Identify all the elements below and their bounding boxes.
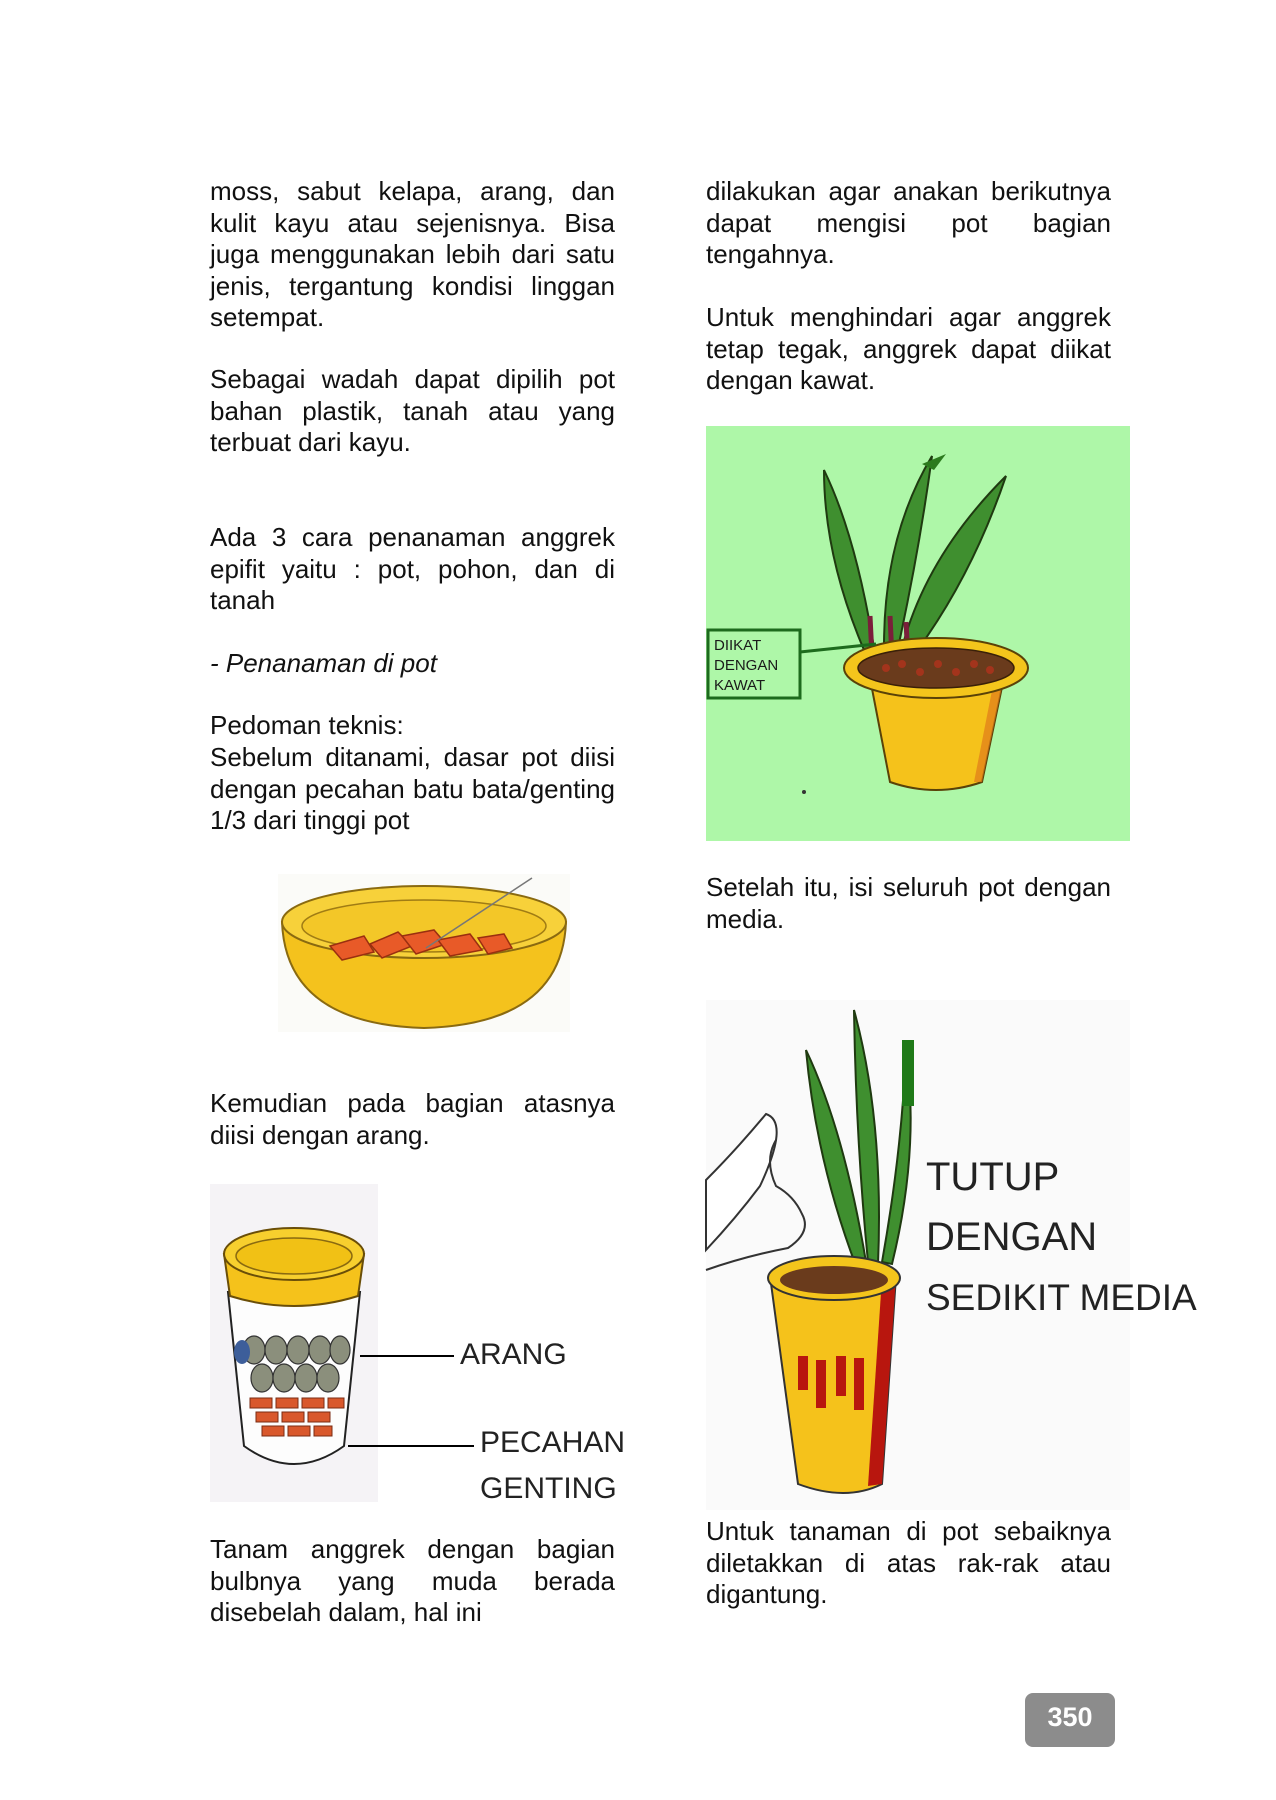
label-pecahan: PECAHAN xyxy=(480,1426,626,1459)
right-paragraph-wire: Untuk menghindari agar anggrek tetap tegak, anggrek dapat diikat dengan kawat. xyxy=(706,302,1111,395)
right-paragraph-fill-media: Setelah itu, isi seluruh pot dengan media. xyxy=(706,872,1111,934)
wire-tied-plant-figure xyxy=(706,426,1130,841)
left-paragraph-container: Sebagai wadah dapat dipilih pot bahan plastik, tanah atau yang terbuat dari kayu. xyxy=(210,364,615,457)
bowl-brick-figure xyxy=(278,874,570,1032)
label-kawat: KAWAT xyxy=(714,677,766,694)
label-tutup: TUTUP xyxy=(926,1155,1060,1199)
technical-guide-heading: Pedoman teknis: xyxy=(210,710,404,740)
left-paragraph-charcoal: Kemudian pada bagian atasnya diisi dengan arang. xyxy=(210,1088,615,1150)
section-heading-pot-planting: - Penanaman di pot xyxy=(210,648,437,678)
left-paragraph-base-fill: Sebelum ditanami, dasar pot diisi dengan pecahan batu bata/genting 1/3 dari tinggi pot xyxy=(210,742,615,835)
page-number-badge: 350 xyxy=(1025,1693,1115,1747)
left-paragraph-media: moss, sabut kelapa, arang, dan kulit kayu atau sejenisnya. Bisa juga menggunakan lebih dari satu jenis, tergantung kondisi linggan setempat. xyxy=(210,176,615,332)
right-paragraph-offspring: dilakukan agar anakan berikutnya dapat mengisi pot bagian tengahnya. xyxy=(706,176,1111,269)
label-arang: ARANG xyxy=(460,1338,567,1371)
pot-cross-section-figure xyxy=(210,1184,626,1505)
label-diikat: DIIKAT xyxy=(714,637,762,654)
label-dengan: DENGAN xyxy=(714,657,779,674)
label-genting: GENTING xyxy=(480,1472,617,1505)
right-paragraph-placement: Untuk tanaman di pot sebaiknya diletakkan di atas rak-rak atau digantung. xyxy=(706,1516,1111,1609)
label-dengan-media: DENGAN xyxy=(926,1215,1098,1259)
label-sedikit-media: SEDIKIT MEDIA xyxy=(926,1277,1197,1318)
cover-media-figure xyxy=(706,1000,1197,1510)
left-paragraph-methods: Ada 3 cara penanaman anggrek epifit yaitu : pot, pohon, dan di tanah xyxy=(210,522,615,615)
left-paragraph-bulb: Tanam anggrek dengan bagian bulbnya yang muda berada disebelah dalam, hal ini xyxy=(210,1534,615,1627)
